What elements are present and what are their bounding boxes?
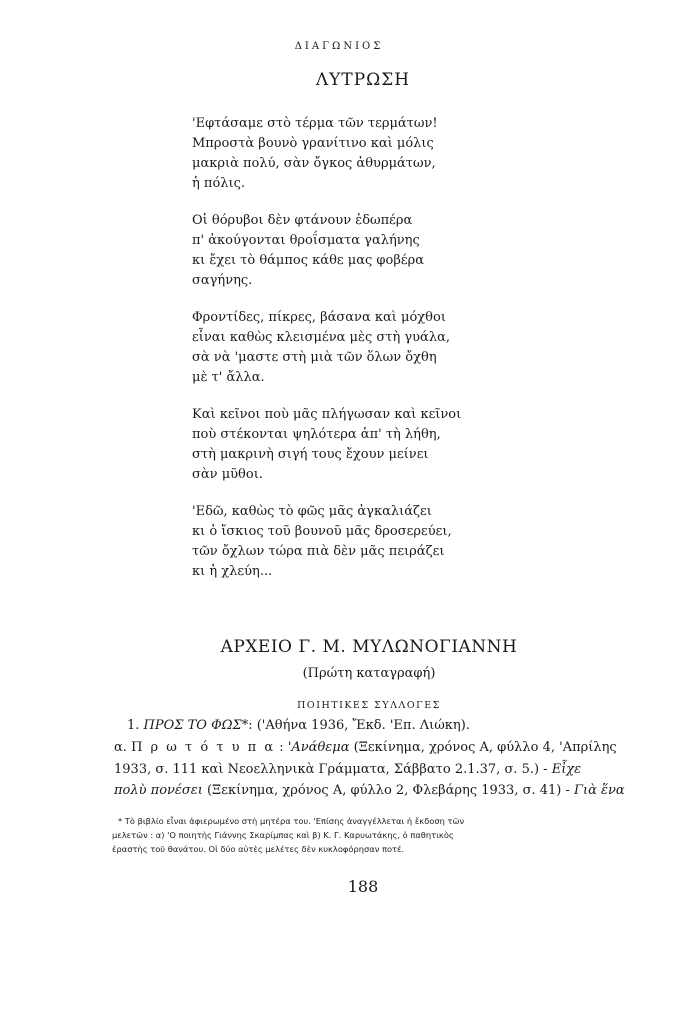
poem-line: Μπροστὰ βουνὸ γρανίτινο καὶ μόλις — [192, 136, 434, 151]
colon: : — [279, 740, 284, 755]
poem-title: ΛΥΤΡΩΣΗ — [315, 70, 411, 90]
poem-body — [192, 114, 552, 599]
footnote-line: μελετῶν : α) 'Ο ποιητὴς Γιάννης Σκαρίμπας καὶ β) Κ. Γ. Καρυωτάκης, ὁ παθητικὸς — [112, 830, 454, 840]
poem-line: 'Εδῶ, καθὼς τὸ φῶς μᾶς ἀγκαλιάζει — [192, 504, 432, 519]
poem-line: στὴ μακρινὴ σιγή τους ἔχουν μείνει — [192, 447, 429, 462]
entry-details: 1933, σ. 111 καὶ Νεοελληνικὰ Γράμματα, Σάββατο 2.1.37, σ. 5.) - — [114, 762, 548, 777]
stanza-3 — [192, 308, 552, 388]
poem-line: μακριὰ πολύ, σὰν ὄγκος ἀθυρμάτων, — [192, 156, 436, 171]
entry-details: (Ξεκίνημα, χρόνος Α, φύλλο 4, 'Απρίλης — [353, 740, 617, 755]
poem-line: κι ἡ χλεύη... — [192, 564, 273, 579]
poem-reference: πολὺ πονέσει — [114, 783, 203, 798]
stanza-5 — [192, 502, 552, 582]
poem-reference: Γιὰ ἕνα — [574, 783, 625, 798]
poem-line: σὰ νὰ 'μαστε στὴ μιὰ τῶν ὅλων ὄχθη — [192, 350, 437, 365]
page-number: 188 — [347, 877, 379, 896]
poem-line: 'Εφτάσαμε στὸ τέρμα τῶν τερμάτων! — [192, 116, 438, 131]
footnote-line: ἐραστὴς τοῦ θανάτου. Οἱ δύο αὐτὲς μελέτες δὲν κυκλοφόρησαν ποτέ. — [112, 844, 405, 854]
poem-line: μὲ τ' ἄλλα. — [192, 370, 265, 385]
bibliography-line — [114, 737, 654, 758]
poem-line: Οἱ θόρυβοι δὲν φτάνουν ἐδωπέρα — [192, 213, 413, 228]
poem-line: τῶν ὄχλων τώρα πιὰ δὲν μᾶς πειράζει — [192, 544, 445, 559]
section-heading: ΠΟΙΗΤΙΚΕΣ ΣΥΛΛΟΓΕΣ — [297, 700, 441, 711]
entry-number: 1. — [127, 718, 140, 733]
stanza-2 — [192, 211, 552, 291]
bibliography-line — [114, 780, 654, 801]
poem-line: κι ἔχει τὸ θάμπος κάθε μας φοβέρα — [192, 253, 425, 268]
archive-subtitle: (Πρώτη καταγραφή) — [302, 666, 436, 681]
footnote-line: * Τὸ βιβλίο εἶναι ἀφιερωμένο στὴ μητέρα του. 'Επίσης ἀναγγέλλεται ἡ ἔκδοση τῶν — [118, 816, 465, 826]
poem-line: ἡ πόλις. — [192, 176, 246, 191]
bibliography-line — [114, 759, 654, 780]
poem-reference: 'Ανάθεμα — [287, 740, 350, 755]
entry-title: ΠΡΟΣ ΤΟ ΦΩΣ* — [143, 718, 249, 733]
poem-line: κι ὁ ἴσκιος τοῦ βουνοῦ μᾶς δροσερεύει, — [192, 524, 452, 539]
entry-details: (Ξεκίνημα, χρόνος Α, φύλλο 2, Φλεβάρης 1933, σ. 41) - — [206, 783, 570, 798]
poem-line: π' ἀκούγονται θροΐσματα γαλήνης — [192, 233, 420, 248]
poem-reference: Εἶχε — [551, 762, 582, 777]
entry-details: : ('Αθήνα 1936, Ἔκδ. 'Επ. Λιώκη). — [248, 718, 470, 733]
stanza-4 — [192, 405, 552, 485]
poem-line: Καὶ κεῖνοι ποὺ μᾶς πλήγωσαν καὶ κεῖνοι — [192, 407, 462, 422]
stanza-1 — [192, 114, 552, 194]
entry-prefix: α. — [114, 740, 127, 755]
spaced-heading: Π ρ ω τ ό τ υ π α — [131, 740, 276, 755]
running-head: ΔΙΑΓΩΝΙΟΣ — [294, 41, 384, 52]
poem-line: σὰν μῦθοι. — [192, 467, 263, 482]
archive-title: ΑΡΧΕΙΟ Γ. Μ. ΜΥΛΩΝΟΓΙΑΝΝΗ — [220, 637, 518, 657]
poem-line: σαγήνης. — [192, 273, 253, 288]
poem-line: ποὺ στέκονται ψηλότερα ἀπ' τὴ λήθη, — [192, 427, 441, 442]
bibliography-entry — [127, 715, 667, 736]
poem-line: Φροντίδες, πίκρες, βάσανα καὶ μόχθοι — [192, 310, 446, 325]
poem-line: εἶναι καθὼς κλεισμένα μὲς στὴ γυάλα, — [192, 330, 450, 345]
